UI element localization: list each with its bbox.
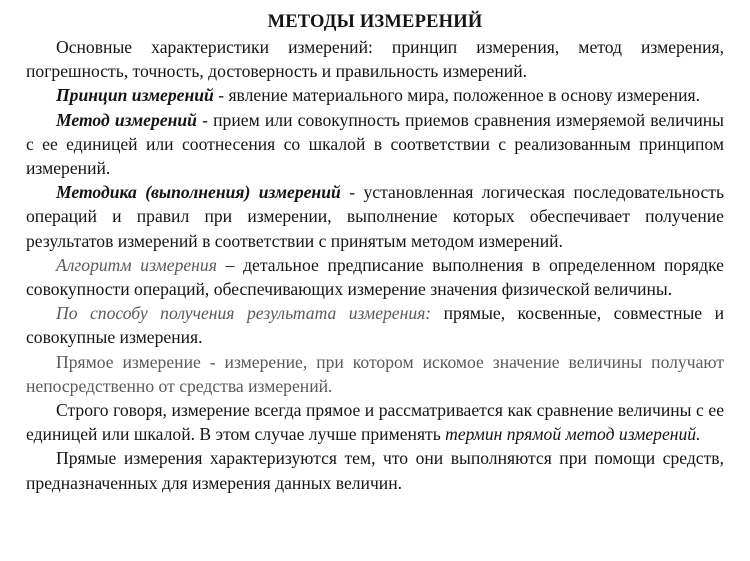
direct-characteristics-text: Прямые измерения характеризуются тем, что они выполняются при помощи средств, предназначенных для измерения данных величин. bbox=[26, 448, 724, 493]
definition-measurement-algorithm: – детальное предписание выполнения в определенном порядке совокупности операций, обеспечивающих измерение значения физической величины. bbox=[26, 254, 724, 300]
paragraph-characteristics bbox=[26, 35, 724, 83]
definition-measurement-principle: - явление материального мира, положенное в основу измерения. bbox=[213, 85, 700, 106]
paragraph-direct-measurement bbox=[26, 350, 724, 398]
term-measurement-principle: Принцип измерений bbox=[56, 85, 214, 106]
characteristics-text: Основные характеристики измерений: принцип измерения, метод измерения, погрешность, точность, достоверность и правильность измерений. bbox=[26, 37, 724, 82]
paragraph-measurement-principle bbox=[26, 83, 724, 107]
definition-measurement-procedure: - установленная логическая последовательность операций и правил при измерении, выполнение которых обеспечивает получение результатов измерений в соответствии с принятым методом измерений. bbox=[26, 182, 724, 251]
page-title: МЕТОДЫ ИЗМЕРЕНИЙ bbox=[267, 12, 483, 32]
term-result-method: По способу получения результата измерения: bbox=[56, 303, 432, 324]
term-measurement-method: Метод измерений bbox=[56, 109, 197, 130]
paragraph-result-method bbox=[26, 301, 724, 349]
strictly-speaking-text: Строго говоря, измерение всегда прямое и рассматривается как сравнение величины с ее единицей или шкалой. В этом случае лучше применять bbox=[26, 400, 724, 445]
term-measurement-algorithm: Алгоритм измерения bbox=[56, 254, 217, 275]
paragraph-measurement-method bbox=[26, 108, 724, 181]
paragraph-strictly-speaking bbox=[26, 398, 724, 446]
paragraph-measurement-algorithm bbox=[26, 253, 724, 301]
definition-measurement-method: - прием или совокупность приемов сравнения измеряемой величины с ее единицей или соотнесения со шкалой в соответствии с реализованным принципом измерений. bbox=[26, 109, 724, 179]
paragraph-direct-characteristics bbox=[26, 446, 724, 494]
paragraph-measurement-procedure bbox=[26, 180, 724, 253]
definition-direct-measurement: - измерение, при котором искомое значение величины получают непосредственно от средства измерений. bbox=[26, 351, 724, 396]
strictly-speaking-emphasis: термин прямой метод измерений. bbox=[445, 424, 701, 445]
definition-result-method: прямые, косвенные, совместные и совокупные измерения. bbox=[26, 303, 724, 348]
term-measurement-procedure: Методика (выполнения) измерений bbox=[56, 182, 341, 203]
term-direct-measurement: Прямое измерение bbox=[56, 351, 201, 372]
